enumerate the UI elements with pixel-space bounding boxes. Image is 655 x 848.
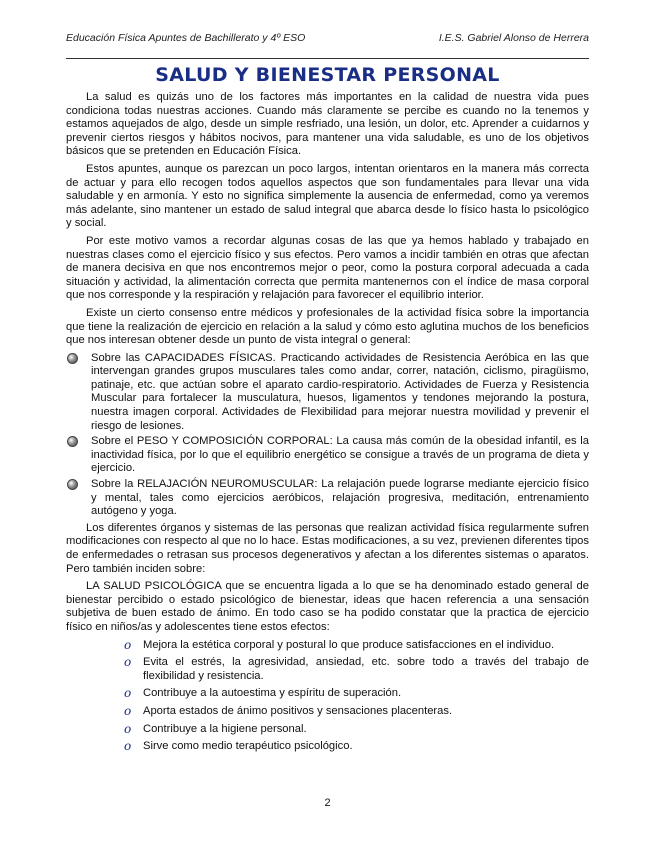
- list-item-text: Sobre la RELAJACIÓN NEUROMUSCULAR: La relajación puede lograrse mediante ejercicio físico y mental, tales como ejercicios aeróbicos, relajación progresiva, meditación, entrenamiento autógeno y yoga.: [91, 478, 589, 518]
- list-item: [66, 352, 589, 434]
- list-item: [66, 656, 589, 683]
- circle-bullet-icon: o: [124, 739, 132, 754]
- list-item-text: Aporta estados de ánimo positivos y sensaciones placenteras.: [143, 704, 453, 717]
- list-item: [66, 435, 589, 476]
- list-item-text: Evita el estrés, la agresividad, ansiedad, etc. sobre todo a través del trabajo de flexibilidad y resistencia.: [143, 656, 589, 682]
- bullet-sphere-icon: [67, 436, 78, 447]
- bullet-sphere-icon: [67, 479, 78, 490]
- header-rule: [66, 58, 589, 59]
- list-item-text: Contribuye a la autoestima y espíritu de superación.: [143, 687, 402, 700]
- page-number: 2: [324, 797, 331, 809]
- page-header: [66, 32, 589, 44]
- document-title: SALUD Y BIENESTAR PERSONAL: [155, 64, 500, 86]
- header-left: Educación Física Apuntes de Bachillerato y 4º ESO: [66, 32, 306, 44]
- list-item-text: Sobre el PESO Y COMPOSICIÓN CORPORAL: La causa más común de la obesidad infantil, es la inactividad física, por lo que el equilibrio energético se consigue a través de un programa de dieta y ejercicio.: [91, 435, 589, 475]
- circle-bullet-icon: o: [124, 637, 132, 652]
- paragraph: Estos apuntes, aunque os parezcan un poco largos, intentan orientaros en la manera más correcta de actuar y para ello recogen todos aquellos aspectos que son fundamentales para llevar una vida saludable y en armonía. Y esto no significa simplemente la ausencia de enfermedad, como ya veremos más adelante, sino mantener un estado de salud integral que abarca desde lo físico hasta lo psicológico y social.: [66, 162, 589, 230]
- circle-bullet-icon: o: [124, 703, 132, 718]
- list-item: [66, 723, 589, 737]
- paragraph: Los diferentes órganos y sistemas de las personas que realizan actividad física regularmente sufren modificaciones con respecto al que no lo hace. Estas modificaciones, a su vez, previenen diferentes tipos de enfermedades o retrasan sus procesos degenerativos y afectan a los diferentes sistemas o aparatos. Pero también inciden sobre:: [66, 521, 589, 575]
- list-item-text: Contribuye a la higiene personal.: [143, 722, 307, 735]
- paragraph: La salud es quizás uno de los factores más importantes en la calidad de nuestra vida pues condiciona todas nuestras acciones. Cuando más claramente se percibe es cuando no la tenemos y estamos aquejados de algo, desde un simple resfriado, una lesión, un dolor, etc. Aprender a cuidarnos y prevenir ciertos riesgos y hábitos nocivos, para mantener una vida saludable, es uno de los objetivos básicos que se pretenden en Educación Física.: [66, 91, 589, 158]
- list-item: [66, 639, 589, 653]
- list-item: [66, 478, 589, 519]
- circle-bullet-icon: o: [124, 686, 132, 701]
- paragraph: Por este motivo vamos a recordar algunas cosas de las que ya hemos hablado y trabajado en nuestras clases como el ejercicio físico y sus efectos. Pero vamos a incidir también en otras que afectan de manera decisiva en que nos encontremos mejor o peor, como la postura corporal adecuada a cada situación y actividad, la alimentación correcta que permita mantenernos con el índice de masa corporal que nos corresponde y la respiración y relajación para favorecer el equilibrio interior.: [66, 234, 589, 302]
- header-right: I.E.S. Gabriel Alonso de Herrera: [438, 32, 589, 44]
- paragraph: Existe un cierto consenso entre médicos y profesionales de la actividad física sobre la importancia que tiene la realización de ejercicio en relación a la salud y cómo esto aglutina muchos de los beneficios que nos interesan obtener desde un punto de vista integral o general:: [66, 306, 589, 347]
- list-item-text: Sobre las CAPACIDADES FÍSICAS. Practicando actividades de Resistencia Aeróbica en las que intervengan grandes grupos musculares tales como andar, correr, natación, ciclismo, piragüismo, patinaje, etc. que actúan sobre el aparato cardio-respiratorio. Actividades de Fuerza y Resistencia Muscular para fortalecer la musculatura, huesos, ligamentos y tendones mejorando la postura, nuestra imagen corporal. Actividades de Flexibilidad para mejorar nuestra movilidad y prevenir el riesgo de lesiones.: [91, 351, 589, 432]
- effects-list: [66, 639, 589, 754]
- list-item-text: Sirve como medio terapéutico psicológico.: [143, 740, 353, 753]
- list-item-text: Mejora la estética corporal y postural lo que produce satisfacciones en el individuo.: [143, 638, 555, 651]
- list-item: [66, 705, 589, 719]
- bullet-sphere-icon: [67, 353, 78, 364]
- list-item: [66, 687, 589, 701]
- circle-bullet-icon: o: [124, 721, 132, 736]
- circle-bullet-icon: o: [124, 655, 132, 670]
- paragraph: LA SALUD PSICOLÓGICA que se encuentra ligada a lo que se ha denominado estado general de bienestar percibido o estado psicológico de bienestar, ideas que hacen referencia a una sensación subjetiva de buen estado de ánimo. En todo caso se ha podido constatar que la practica de ejercicio físico en niños/as y adolescentes tiene estos efectos:: [66, 580, 589, 633]
- list-item: [66, 740, 589, 754]
- document-body: [66, 91, 589, 758]
- benefits-list: [66, 352, 589, 519]
